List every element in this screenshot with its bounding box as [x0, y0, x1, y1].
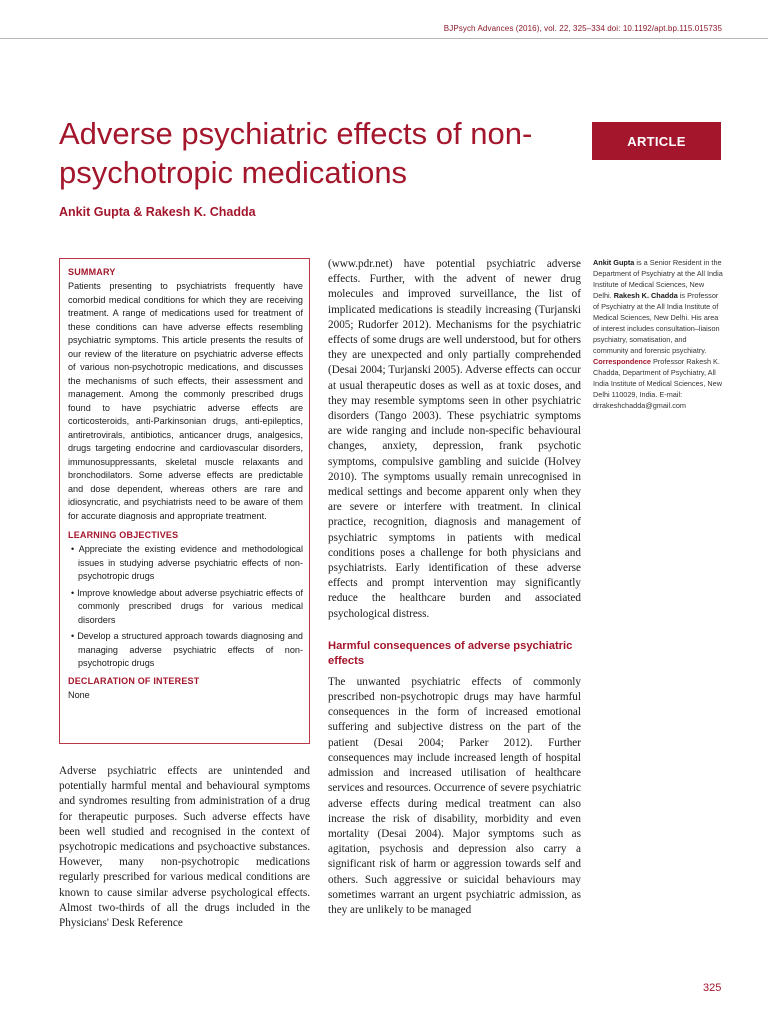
learning-objectives-list	[68, 543, 303, 671]
learning-objective-item: • Appreciate the existing evidence and methodological issues in studying adverse psychiatric effects of non-psychotropic drugs	[71, 544, 303, 581]
header-rule	[0, 38, 768, 39]
correspondence	[593, 356, 723, 411]
journal-reference: BJPsych Advances (2016), vol. 22, 325–334 doi: 10.1192/apt.bp.115.015735	[443, 24, 722, 33]
article-authors: Ankit Gupta & Rakesh K. Chadda	[59, 205, 256, 219]
learning-objective-item: • Develop a structured approach towards diagnosing and managing adverse psychiatric effects of non-psychotropic drugs	[71, 631, 303, 668]
intro-paragraph: Adverse psychiatric effects are unintended and potentially harmful mental and behavioural symptoms and syndromes resulting from administration of a drug for therapeutic purposes. Such adverse effects have been well studied and recognised in the context of psychotropic medications and psychoactive substances. However, many non-psychotropic medications regularly prescribed for various medical conditions are known to cause similar adverse psychological effects. Almost two-thirds of all the drugs included in the Physicians' Desk Reference	[59, 765, 310, 930]
body-column-2	[328, 257, 581, 918]
learning-objective-item: • Improve knowledge about adverse psychiatric effects of commonly prescribed drugs for various medical disorders	[71, 587, 303, 625]
summary-box	[59, 258, 310, 744]
learning-objectives-heading: LEARNING OBJECTIVES	[68, 530, 179, 540]
intro-continued-paragraph: (www.pdr.net) have potential psychiatric adverse effects. Further, with the advent of newer drug molecules and improved surveillance, the list of implicated medications is steadily increasing (Turjanski 2005; Rudorfer 2012). Mechanisms for the psychiatric effects of some drugs are well understood, but for others they are unexpected and only partially comprehended (Desai 2004; Turjanski 2005). Adverse effects can occur at usual therapeutic doses as well as at toxic doses, and they may resemble symptoms seen in other psychiatric disorders (Tango 2003). These psychiatric symptoms are wide ranging and include non-specific behavioural changes, anxiety, depression, frank psychotic symptoms, compulsive gambling and suicide (Holvey 2010). The symptoms usually remain unrecognised in medical settings and become apparent only when they are severe or interfere with treatment. In clinical practice, recognition, diagnosis and management of psychiatric symptoms in patients with medical conditions poses a challenge for both physicians and psychiatrists. Early identification of these adverse effects and prompt intervention may significantly reduce the healthcare burden and associated psychological distress.	[328, 258, 581, 620]
author1-bio: is a Senior Resident in the Department of Psychiatry at the All India Institute of Medical Sciences, New Delhi.	[593, 258, 723, 300]
article-type-badge: ARTICLE	[592, 122, 721, 160]
harmful-consequences-paragraph: The unwanted psychiatric effects of commonly prescribed non-psychotropic drugs may have harmful consequences in the form of increased emotional suffering and subjective distress on the part of the patient (Desai 2004; Parker 2012). Further consequences may include increased length of hospital admission and increased utilisation of healthcare services and resources. Occurrence of severe psychiatric adverse effects during medical treatment can also increase the risk of disability, morbidity and even mortality (Desai 2004). Major symptoms such as agitation, psychosis and depression also carry a significant risk of harm or aggression towards self and others. Such aggressive or suicidal behaviours may sometimes warrant an urgent psychiatric admission, as they are unlikely to be managed	[328, 675, 581, 916]
correspondence-text: Professor Rakesh K. Chadda, Department of Psychiatry, All India Institute of Medical Sciences, New Delhi 110029, India. E-mail: drrakeshchadda@gmail.com	[593, 357, 722, 410]
section-heading-harmful-consequences: Harmful consequences of adverse psychiatric effects	[328, 639, 573, 667]
author1-name: Ankit Gupta	[593, 258, 635, 267]
correspondence-label: Correspondence	[593, 357, 651, 366]
author-bios	[593, 257, 723, 356]
summary-heading: SUMMARY	[68, 267, 116, 277]
article-title: Adverse psychiatric effects of non-psychotropic medications	[59, 116, 533, 190]
author2-name: Rakesh K. Chadda	[613, 291, 678, 300]
summary-text: Patients presenting to psychiatrists frequently have comorbid medical conditions for which they are receiving treatment. A range of medications used for treatment of these conditions can have adverse effects resembling psychiatric symptoms. This article presents the results of our review of the literature on psychiatric adverse effects of various non-psychotropic medications, and discusses the mechanisms of such effects, their assessment and management. Among the commonly prescribed drugs found to have psychiatric adverse effects are corticosteroids, anti-Parkinsonian drugs, anti-epileptics, antiretrovirals, antibiotics, anticancer drugs, analgesics, drugs targeting endocrine and cardiovascular disorders, immunosuppressants, skeletal muscle relaxants and bronchodilators. Some adverse effects are predictable and dose dependent, whereas others are rare and idiosyncratic, and psychiatrists need to be aware of them for accurate diagnosis and appropriate treatment.	[68, 281, 303, 521]
declaration-text: None	[68, 689, 90, 700]
declaration-heading: DECLARATION OF INTEREST	[68, 675, 200, 686]
page-number: 325	[703, 982, 722, 994]
author-sidebar	[593, 257, 723, 411]
author2-bio: is Professor of Psychiatry at the All India Institute of Medical Sciences, New Delhi. His area of interest includes consultation–liaison psychiatry, somatisation, and community and forensic psychiatry.	[593, 291, 720, 355]
